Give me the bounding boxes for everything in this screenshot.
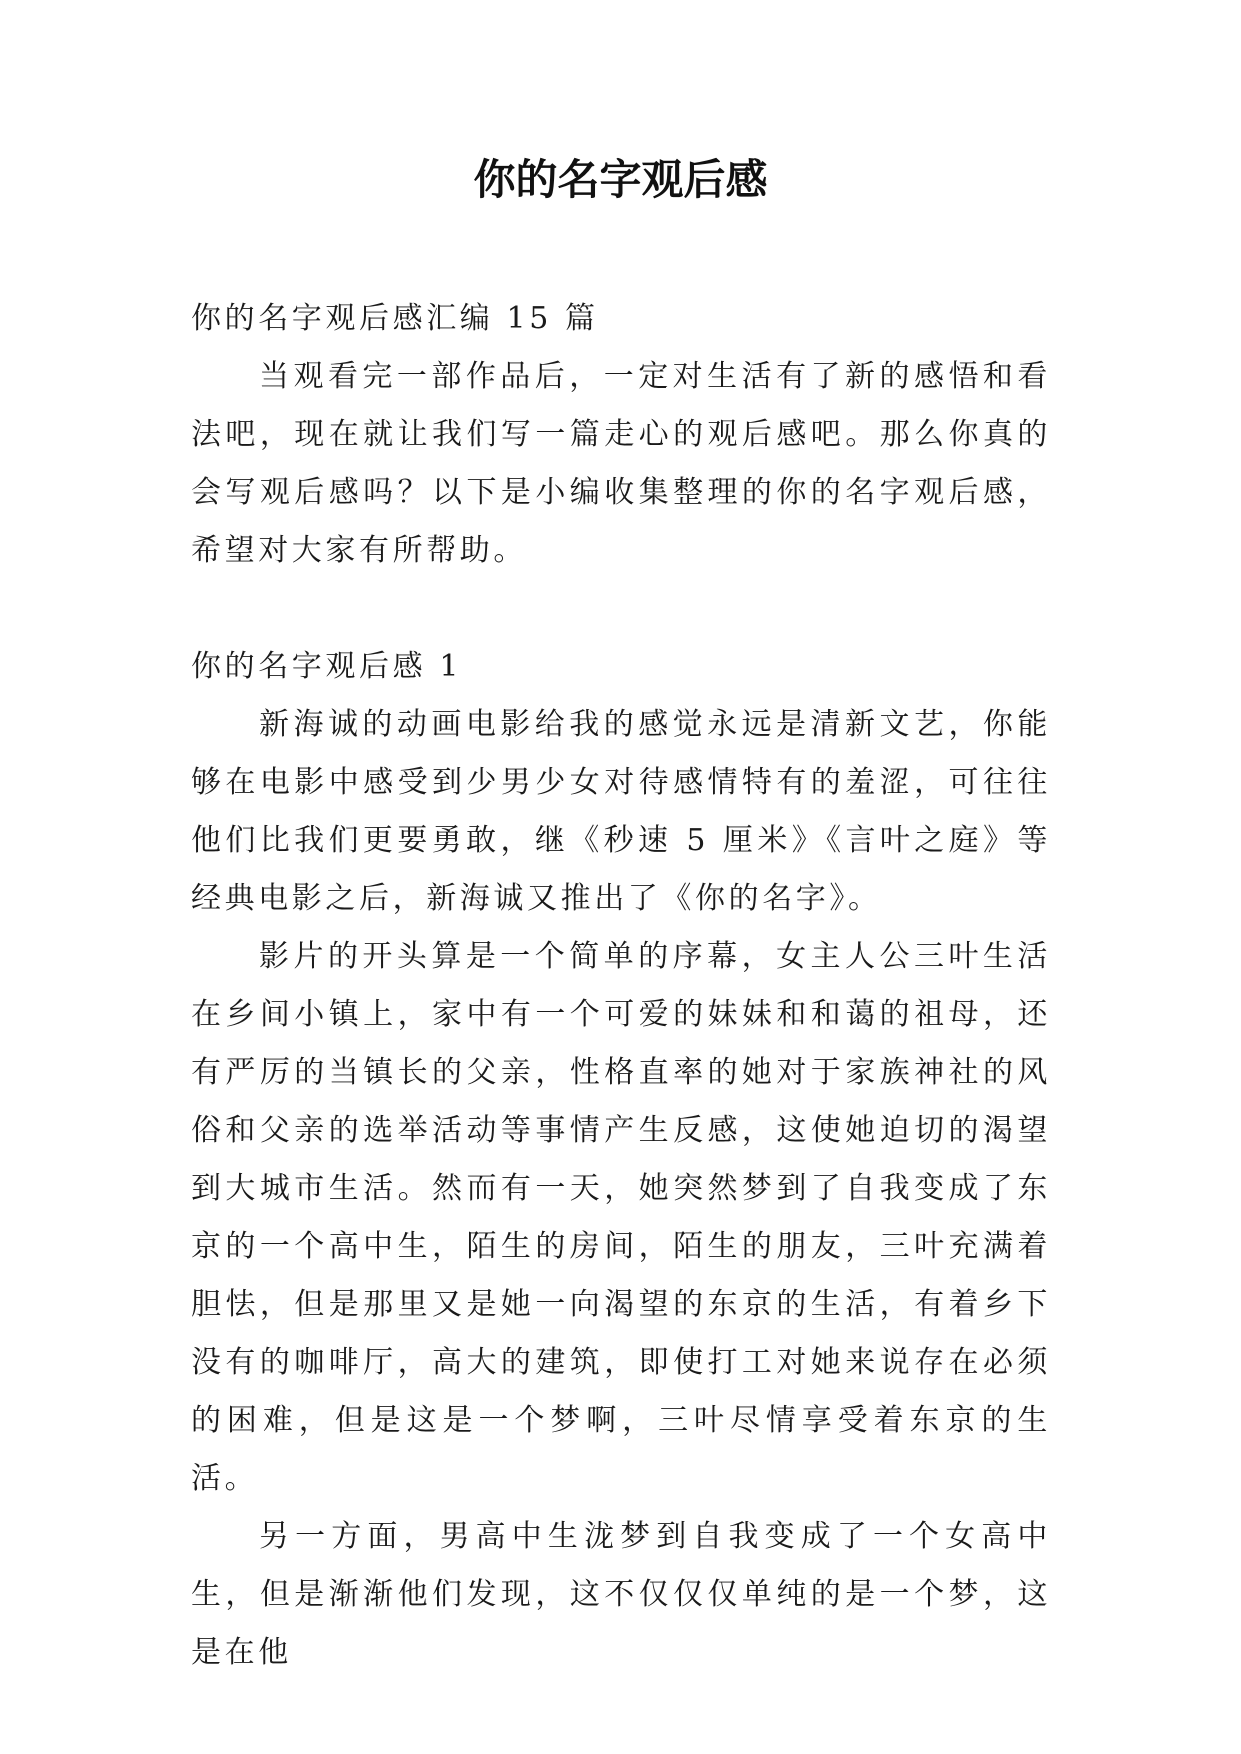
document-subtitle: 你的名字观后感汇编 15 篇: [191, 301, 599, 336]
body-paragraph-3: 另一方面，男高中生泷梦到自我变成了一个女高中生，但是渐渐他们发现，这不仅仅仅单纯的是一个梦，这是在他: [191, 1519, 1051, 1670]
body-paragraph-2: 影片的开头算是一个简单的序幕，女主人公三叶生活在乡间小镇上，家中有一个可爱的妹妹和和蔼的祖母，还有严厉的当镇长的父亲，性格直率的她对于家族神社的风俗和父亲的选举活动等事情产生反感，这使她迫切的渴望到大城市生活。然而有一天，她突然梦到了自我变成了东京的一个高中生，陌生的房间，陌生的朋友，三叶充满着胆怯，但是那里又是她一向渴望的东京的生活，有着乡下没有的咖啡厅，高大的建筑，即使打工对她来说存在必须的困难，但是这是一个梦啊，三叶尽情享受着东京的生活。: [191, 939, 1051, 1496]
section-spacer: [191, 580, 1051, 638]
section-heading: 你的名字观后感 1: [191, 649, 463, 684]
document-title: 你的名字观后感: [473, 155, 768, 204]
document-body: [191, 290, 1051, 1682]
intro-paragraph: 当观看完一部作品后，一定对生活有了新的感悟和看法吧，现在就让我们写一篇走心的观后感吧。那么你真的会写观后感吗？以下是小编收集整理的你的名字观后感，希望对大家有所帮助。: [191, 359, 1051, 568]
body-paragraph-1: 新海诚的动画电影给我的感觉永远是清新文艺，你能够在电影中感受到少男少女对待感情特有的羞涩，可往往他们比我们更要勇敢，继《秒速 5 厘米》《言叶之庭》等经典电影之后，新海诚又推出了《你的名字》。: [191, 707, 1051, 916]
